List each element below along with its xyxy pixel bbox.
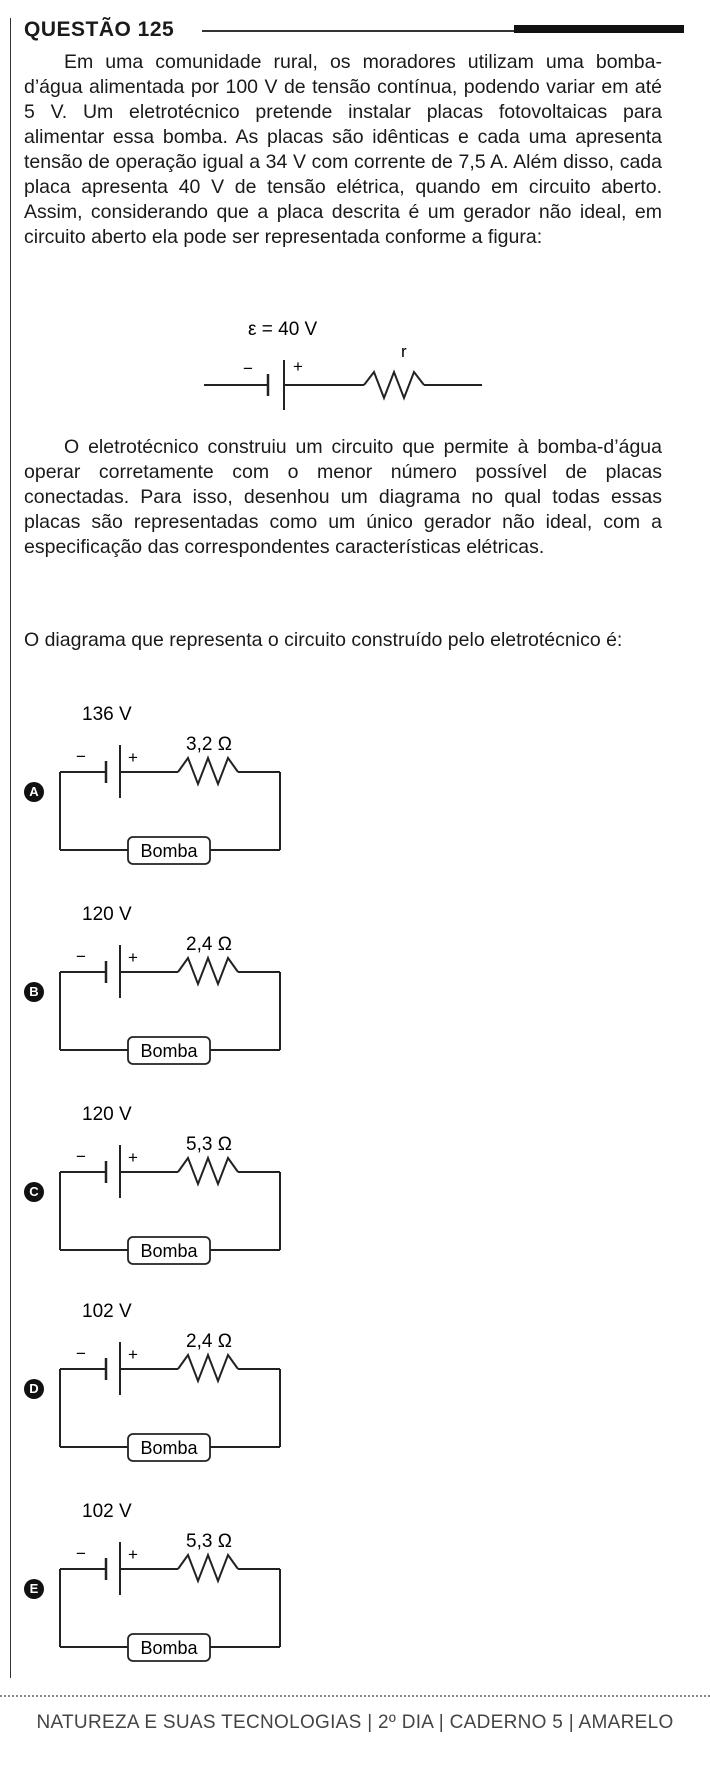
voltage-label: 136 V: [82, 704, 132, 725]
option-c[interactable]: [24, 1100, 294, 1270]
option-a[interactable]: [24, 700, 294, 870]
figure-resistor-label: r: [401, 342, 407, 361]
svg-text:−: −: [76, 1344, 86, 1363]
svg-text:−: −: [76, 1147, 86, 1166]
circuit-diagram: [24, 700, 294, 870]
svg-text:+: +: [128, 1545, 138, 1564]
voltage-label: 120 V: [82, 904, 132, 925]
single-panel-figure: [200, 310, 490, 410]
figure-minus-sign: −: [243, 359, 253, 378]
question-title: QUESTÃO 125: [24, 18, 175, 41]
resistance-label: 2,4 Ω: [186, 1331, 232, 1352]
resistor-zigzag: [364, 372, 424, 398]
circuit-diagram: [24, 900, 294, 1070]
question-paragraph-3: O diagrama que representa o circuito construído pelo eletrotécnico é:: [24, 629, 623, 651]
header-bar: [514, 25, 684, 33]
resistance-label: 2,4 Ω: [186, 934, 232, 955]
page-footer: NATUREZA E SUAS TECNOLOGIAS | 2º DIA | CADERNO 5 | AMARELO: [36, 1712, 674, 1733]
footer-dotted-rule: [0, 1695, 710, 1697]
resistance-label: 3,2 Ω: [186, 734, 232, 755]
left-margin-rule: [10, 18, 11, 1678]
svg-text:−: −: [76, 947, 86, 966]
svg-text:−: −: [76, 747, 86, 766]
resistance-label: 5,3 Ω: [186, 1531, 232, 1552]
pump-label: Bomba: [140, 841, 198, 861]
option-e[interactable]: [24, 1497, 294, 1667]
svg-text:+: +: [128, 1345, 138, 1364]
option-letter-badge: C: [24, 1182, 44, 1202]
svg-text:−: −: [76, 1544, 86, 1563]
question-paragraph-2: O eletrotécnico construiu um circuito que permite à bomba-d’água operar corretamente com o menor número possível de placas conectadas. Para isso, desenhou um diagrama no qual todas essas placas são representadas como um único gerador não ideal, com a especificação das correspondentes características elétricas.: [24, 436, 662, 558]
option-letter-badge: E: [24, 1579, 44, 1599]
pump-label: Bomba: [140, 1438, 198, 1458]
pump-label: Bomba: [140, 1241, 198, 1261]
question-paragraph-1: Em uma comunidade rural, os moradores utilizam uma bomba-d’água alimentada por 100 V de tensão contínua, podendo variar em até 5 V. Um eletrotécnico pretende instalar placas fotovoltaicas para alimentar essa bomba. As placas são idênticas e cada uma apresenta tensão de operação igual a 34 V com corrente de 7,5 A. Além disso, cada placa apresenta 40 V de tensão elétrica, quando em circuito aberto. Assim, considerando que a placa descrita é um gerador não ideal, em circuito aberto ela pode ser representada conforme a figura:: [24, 51, 662, 248]
option-letter-badge: B: [24, 982, 44, 1002]
voltage-label: 102 V: [82, 1301, 132, 1322]
pump-label: Bomba: [140, 1041, 198, 1061]
voltage-label: 120 V: [82, 1104, 132, 1125]
pump-label: Bomba: [140, 1638, 198, 1658]
option-letter-badge: D: [24, 1379, 44, 1399]
circuit-diagram: [24, 1297, 294, 1467]
question-header: [24, 16, 664, 46]
voltage-label: 102 V: [82, 1501, 132, 1522]
svg-text:+: +: [128, 948, 138, 967]
circuit-diagram: [24, 1100, 294, 1270]
option-letter-badge: A: [24, 782, 44, 802]
option-d[interactable]: [24, 1297, 294, 1467]
figure-plus-sign: +: [293, 357, 303, 376]
option-b[interactable]: [24, 900, 294, 1070]
svg-text:+: +: [128, 748, 138, 767]
resistance-label: 5,3 Ω: [186, 1134, 232, 1155]
circuit-diagram: [24, 1497, 294, 1667]
figure-emf-label: ε = 40 V: [248, 319, 318, 340]
svg-text:+: +: [128, 1148, 138, 1167]
